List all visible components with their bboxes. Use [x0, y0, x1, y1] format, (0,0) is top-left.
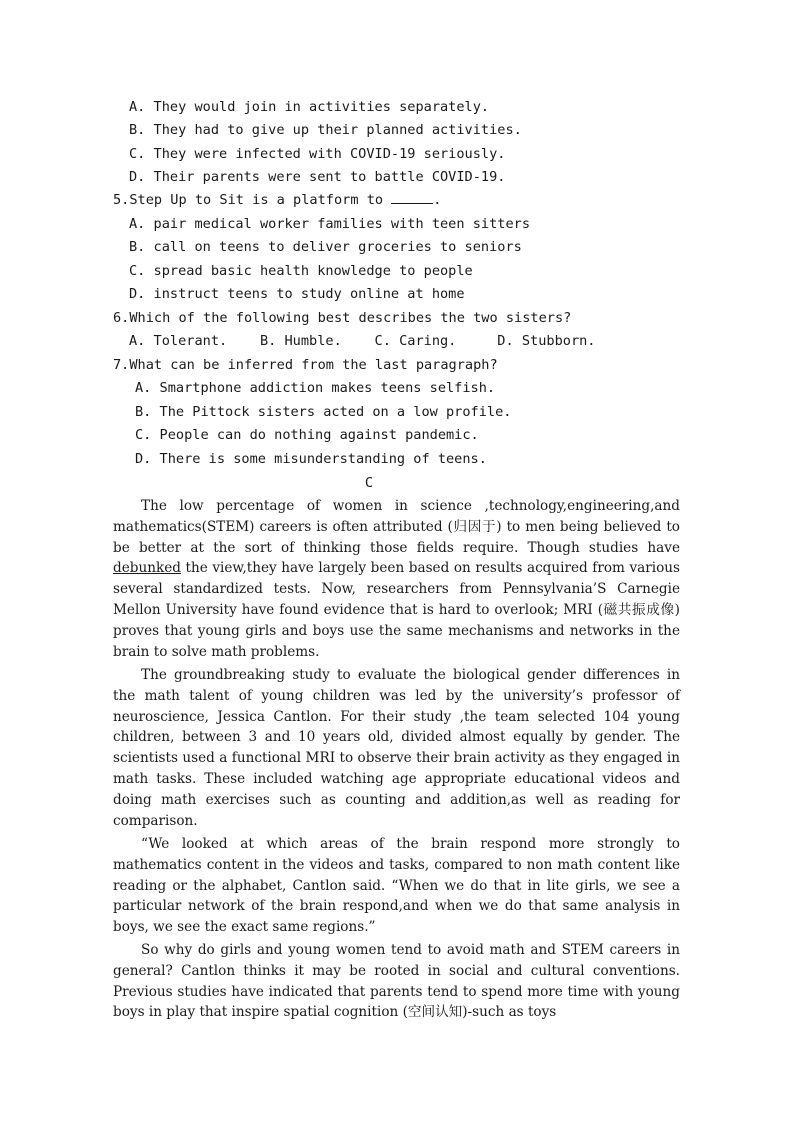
q7-option-a: A. Smartphone addiction makes teens selfish.	[135, 380, 496, 396]
q7-option-b: B. The Pittock sisters acted on a low profile.	[135, 404, 512, 420]
passage-paragraph-4: So why do girls and young women tend to avoid math and STEM careers in general? Cantlon thinks it may be rooted in social and cultural conventions. Previous studies have indicated that parents tend to spend more time with young boys in play that inspire spatial cognition (空间认知)-such as toys	[113, 942, 680, 1021]
q7-option-c: C. People can do nothing against pandemic.	[135, 427, 479, 443]
underlined-word: debunked	[113, 560, 181, 577]
passage-paragraph-3: “We looked at which areas of the brain respond more strongly to mathematics content in the videos and tasks, compared to non math content like reading or the alphabet, Cantlon said. “When we do that in lite girls, we see a particular network of the brain respond,and when we do that same analysis in boys, we see the exact same regions.”	[113, 836, 680, 936]
q4-option-b: B. They had to give up their planned activities.	[129, 122, 522, 138]
q5-option-d: D. instruct teens to study online at home	[129, 286, 465, 302]
q6-options: A. Tolerant. B. Humble. C. Caring. D. Stubborn.	[129, 333, 596, 349]
q4-option-d: D. Their parents were sent to battle COVID-19.	[129, 169, 506, 185]
q4-option-c: C. They were infected with COVID-19 seriously.	[129, 146, 506, 162]
q6-stem: 6.Which of the following best describes the two sisters?	[113, 310, 572, 326]
q4-option-a: A. They would join in activities separately.	[129, 99, 490, 115]
p1-text-end: the view,they have largely been based on results acquired from various several standardized tests. Now, researchers from Pennsylvania’S Carnegie Mellon University have found evidence that is hard to overlook; MRI (磁共振成像) proves that young girls and boys use the same mechanisms and networks in the brain to solve math problems.	[113, 560, 680, 660]
q5-stem-end: .	[433, 192, 442, 208]
passage-paragraph-2: The groundbreaking study to evaluate the biological gender differences in the math talent of young children was led by the university’s professor of neuroscience, Jessica Cantlon. For their study ,the team selected 104 young children, between 3 and 10 years old, divided almost equally by gender. The scientists used a functional MRI to observe their brain activity as they engaged in math tasks. These included watching age appropriate educational videos and doing math exercises such as counting and addition,as well as reading for comparison.	[113, 667, 680, 829]
q5-stem-text: 5.Step Up to Sit is a platform to	[113, 192, 392, 208]
passage-paragraph-1	[113, 496, 680, 662]
p1-text-start: The low percentage of women in science ,technology,engineering,and mathematics(STEM) careers is often attributed (归因于) to men being believed to be better at the sort of thinking those fields require. Though studies have	[113, 498, 680, 556]
section-title: C	[364, 475, 374, 491]
q7-stem: 7.What can be inferred from the last paragraph?	[113, 357, 498, 373]
q5-option-a: A. pair medical worker families with teen sitters	[129, 216, 531, 232]
q7-option-d: D. There is some misunderstanding of teens.	[135, 451, 487, 467]
q5-option-c: C. spread basic health knowledge to people	[129, 263, 473, 279]
q5-stem	[113, 190, 441, 210]
answer-blank	[391, 190, 433, 204]
q5-option-b: B. call on teens to deliver groceries to seniors	[129, 239, 522, 255]
